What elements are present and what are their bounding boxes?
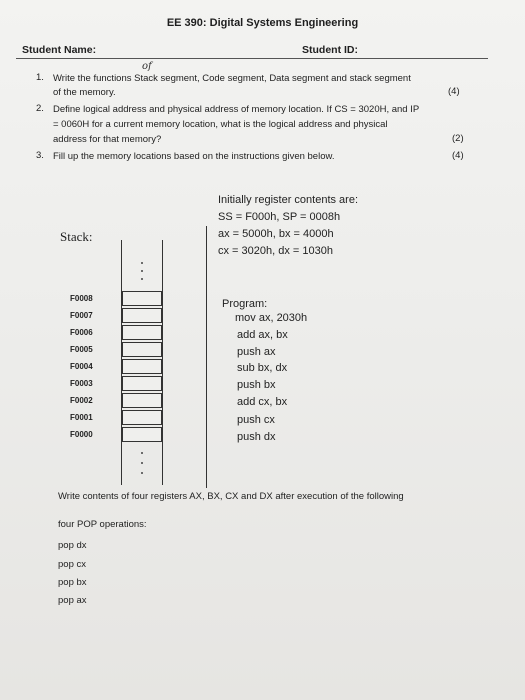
memory-cell [122, 427, 162, 442]
pop-question-text: four POP operations: [58, 519, 147, 530]
header-divider [16, 58, 488, 59]
ellipsis-dot [141, 262, 143, 264]
stack-label: Stack: [60, 229, 93, 244]
instruction: push bx [237, 379, 276, 391]
ellipsis-dot [141, 278, 143, 280]
question-points: (4) [448, 86, 460, 97]
memory-cell [122, 359, 162, 374]
question-points: (4) [452, 150, 464, 161]
instruction: mov ax, 2030h [235, 312, 308, 324]
memory-address: F0002 [70, 396, 93, 405]
question-text-line: Write the functions Stack segment, Code segment, Data segment and stack segment [53, 73, 411, 84]
ellipsis-dot [141, 472, 143, 474]
question-text-line: of the memory. [53, 87, 116, 98]
ellipsis-dot [141, 462, 143, 464]
instruction: push dx [237, 431, 276, 443]
instruction: push ax [237, 346, 276, 358]
program-heading: Program: [222, 298, 268, 310]
page-title: EE 390: Digital Systems Engineering [166, 17, 359, 29]
registers-line: SS = F000h, SP = 0008h [218, 211, 341, 223]
stack-right-border [162, 240, 163, 485]
divider-line [206, 226, 207, 488]
ellipsis-dot [141, 452, 143, 454]
ellipsis-dot [141, 270, 143, 272]
memory-address: F0003 [70, 379, 93, 388]
memory-cell [122, 342, 162, 357]
question-text-line: Define logical address and physical address of memory location. If CS = 3020H, and IP [53, 104, 420, 115]
memory-cell [122, 308, 162, 323]
memory-address: F0000 [70, 430, 93, 439]
memory-cell [122, 291, 162, 306]
student-name-label: Student Name: [22, 44, 97, 56]
question-number: 3. [36, 150, 44, 161]
question-text-line: Fill up the memory locations based on the instructions given below. [53, 151, 335, 162]
memory-address: F0004 [70, 362, 93, 371]
instruction: add cx, bx [237, 396, 288, 408]
memory-address: F0008 [70, 294, 93, 303]
student-id-label: Student ID: [302, 44, 358, 56]
pop-instruction: pop ax [58, 595, 87, 606]
memory-cell [122, 325, 162, 340]
pop-instruction: pop bx [58, 577, 87, 588]
question-points: (2) [452, 133, 464, 144]
memory-cell [122, 376, 162, 391]
instruction: add ax, bx [237, 329, 288, 341]
registers-line: ax = 5000h, bx = 4000h [218, 228, 334, 240]
memory-address: F0006 [70, 328, 93, 337]
question-text-line: = 0060H for a current memory location, what is the logical address and physical [53, 119, 388, 130]
pop-instruction: pop dx [58, 540, 87, 551]
memory-address: F0007 [70, 311, 93, 320]
memory-address: F0001 [70, 413, 93, 422]
registers-heading: Initially register contents are: [218, 194, 359, 206]
memory-cell [122, 393, 162, 408]
question-number: 1. [36, 72, 44, 83]
memory-cell [122, 410, 162, 425]
question-text-line: address for that memory? [53, 134, 162, 145]
instruction: sub bx, dx [237, 362, 288, 374]
question-number: 2. [36, 103, 44, 114]
instruction: push cx [237, 414, 275, 426]
pop-question-text: Write contents of four registers AX, BX, CX and DX after execution of the following [58, 491, 404, 502]
registers-line: cx = 3020h, dx = 1030h [218, 245, 333, 257]
handwritten-mark: of [142, 61, 152, 72]
pop-instruction: pop cx [58, 559, 86, 570]
memory-address: F0005 [70, 345, 93, 354]
